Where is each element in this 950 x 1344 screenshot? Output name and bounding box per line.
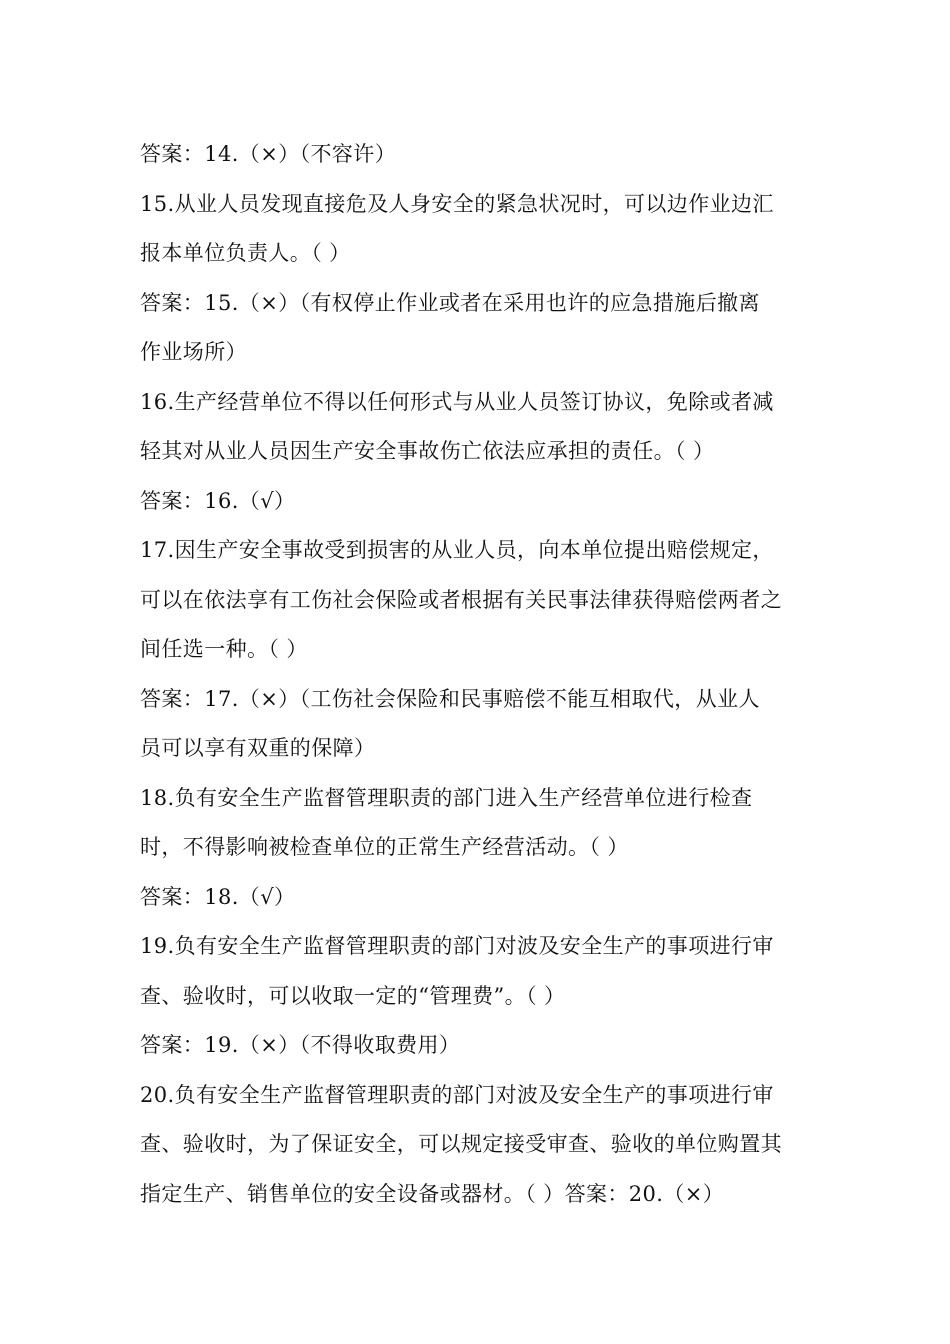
question-20-line-3-with-answer: 指定生产、销售单位的安全设备或器材。（ ）答案：20.（×） — [140, 1181, 725, 1206]
answer-18-line: 答案：18.（√） — [140, 884, 296, 909]
question-15-line-1: 15.从业人员发现直接危及人身安全的紧急状况时，可以边作业边汇 — [140, 191, 774, 216]
answer-14-line: 答案：14.（×）（不容许） — [140, 142, 397, 166]
question-17-line-3: 间任选一种。（ ） — [140, 637, 308, 661]
question-18-line-2: 时，不得影响被检查单位的正常生产经营活动。（ ） — [140, 835, 629, 859]
answer-15-line-1: 答案：15.（×）（有权停止作业或者在采用也许的应急措施后撤离 — [140, 290, 760, 315]
answer-15-line-2: 作业场所） — [140, 340, 247, 364]
answer-16-line: 答案：16.（√） — [140, 488, 296, 513]
answer-19-line: 答案：19.（×）（不得收取费用） — [140, 1033, 461, 1057]
question-19-line-2: 查、验收时，可以收取一定的“管理费”。（ ） — [140, 983, 566, 1008]
question-16-line-1: 16.生产经营单位不得以任何形式与从业人员签订协议，免除或者减 — [140, 389, 774, 414]
question-19-line-1: 19.负有安全生产监督管理职责的部门对波及安全生产的事项进行审 — [140, 934, 774, 958]
question-15-line-2: 报本单位负责人。（ ） — [140, 241, 351, 265]
question-18-line-1: 18.负有安全生产监督管理职责的部门进入生产经营单位进行检查 — [140, 785, 753, 810]
answer-17-line-2: 员可以享有双重的保障） — [140, 736, 376, 760]
question-20-line-1: 20.负有安全生产监督管理职责的部门对波及安全生产的事项进行审 — [140, 1082, 774, 1107]
document-body — [140, 130, 820, 1219]
question-16-line-2: 轻其对从业人员因生产安全事故伤亡依法应承担的责任。（ ） — [140, 439, 715, 463]
answer-17-line-1: 答案：17.（×）（工伤社会保险和民事赔偿不能互相取代，从业人 — [140, 686, 760, 711]
question-17-line-1: 17.因生产安全事故受到损害的从业人员，向本单位提出赔偿规定， — [140, 538, 774, 562]
question-20-line-2: 查、验收时，为了保证安全，可以规定接受审查、验收的单位购置其 — [140, 1132, 782, 1156]
question-17-line-2: 可以在依法享有工伤社会保险或者根据有关民事法律获得赔偿两者之 — [140, 587, 782, 612]
